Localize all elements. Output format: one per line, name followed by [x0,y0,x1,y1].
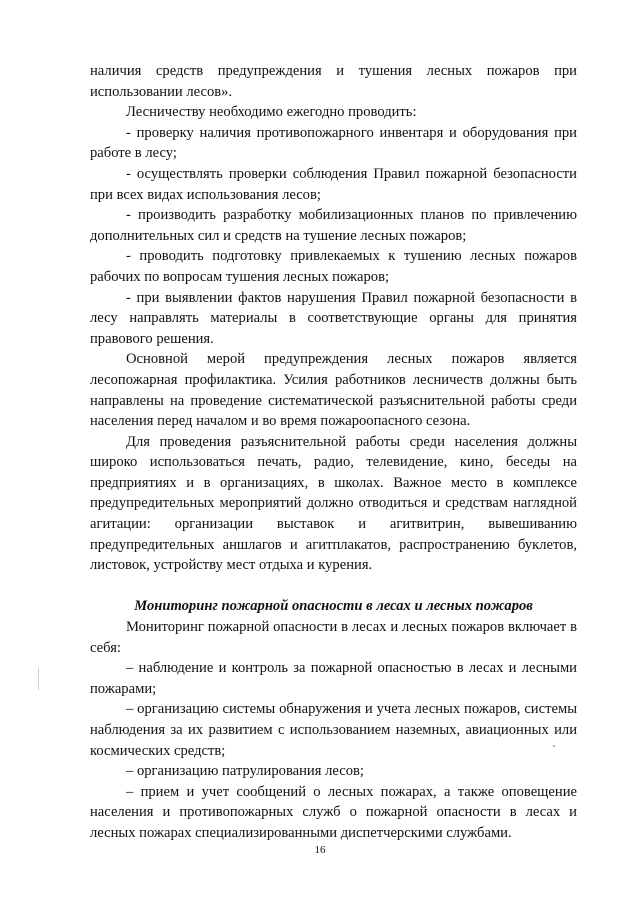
section-heading: Мониторинг пожарной опасности в лесах и лесных пожаров [134,598,533,615]
page-number: 16 [314,844,326,856]
paragraph-outreach: Для проведения разъяснительной работы среди населения должны широко использоваться печать, радио, телевидение, кино, беседы на предприятиях и в организациях, в школах. Важное место в комплексе предупредительных мероприятий должно отводиться и средствам наглядной агитации: организации выставок и агитвитрин, вывешиванию предупредительных аншлагов и агитплакатов, распространению буклетов, листовок, устройству мест отдыха и курения. [90,433,577,574]
list-item-mobilization-plans: - производить разработку мобилизационных планов по привлечению дополнительных сил и средств на тушение лесных пожаров; [90,207,577,244]
scan-margin-mark [38,668,39,690]
paragraph-continuation: наличия средств предупреждения и тушения лесных пожаров при использовании лесов». [90,63,577,100]
paragraph-prevention: Основной мерой предупреждения лесных пожаров является лесопожарная профилактика. Усилия работников лесничеств должны быть направлены на проведение систематической разъяснительной работы среди населения перед началом и во время пожароопасного сезона. [90,351,577,430]
document-body [90,61,577,844]
paragraph-monitoring-intro: Мониторинг пожарной опасности в лесах и лесных пожаров включает в себя: [90,619,577,656]
list-item-reports: – прием и учет сообщений о лесных пожарах, а также оповещение населения и противопожарных служб о пожарной опасности в лесах и лесных пожарах специализированными диспетчерскими службами. [90,783,577,841]
list-item-worker-training: - проводить подготовку привлекаемых к тушению лесных пожаров рабочих по вопросам тушения лесных пожаров; [90,248,577,285]
list-item-detection-system: – организацию системы обнаружения и учета лесных пожаров, системы наблюдения за их развитием с использованием наземных, авиационных или космических средств; [90,701,577,759]
list-item-rules-check: - осуществлять проверки соблюдения Правил пожарной безопасности при всех видах использования лесов; [90,165,577,203]
list-item-patrolling: – организацию патрулирования лесов; [126,763,364,780]
list-item-inventory-check: - проверку наличия противопожарного инвентаря и оборудования при работе в лесу; [90,124,577,162]
scan-speck [553,745,555,747]
paragraph-forestry-intro: Лесничеству необходимо ежегодно проводить: [126,104,417,121]
list-item-observation: – наблюдение и контроль за пожарной опасностью в лесах и лесными пожарами; [90,660,577,697]
list-item-violations: - при выявлении фактов нарушения Правил пожарной безопасности в лесу направлять материалы в соответствующие органы для принятия правового решения. [90,289,577,347]
section-spacer [90,576,577,597]
